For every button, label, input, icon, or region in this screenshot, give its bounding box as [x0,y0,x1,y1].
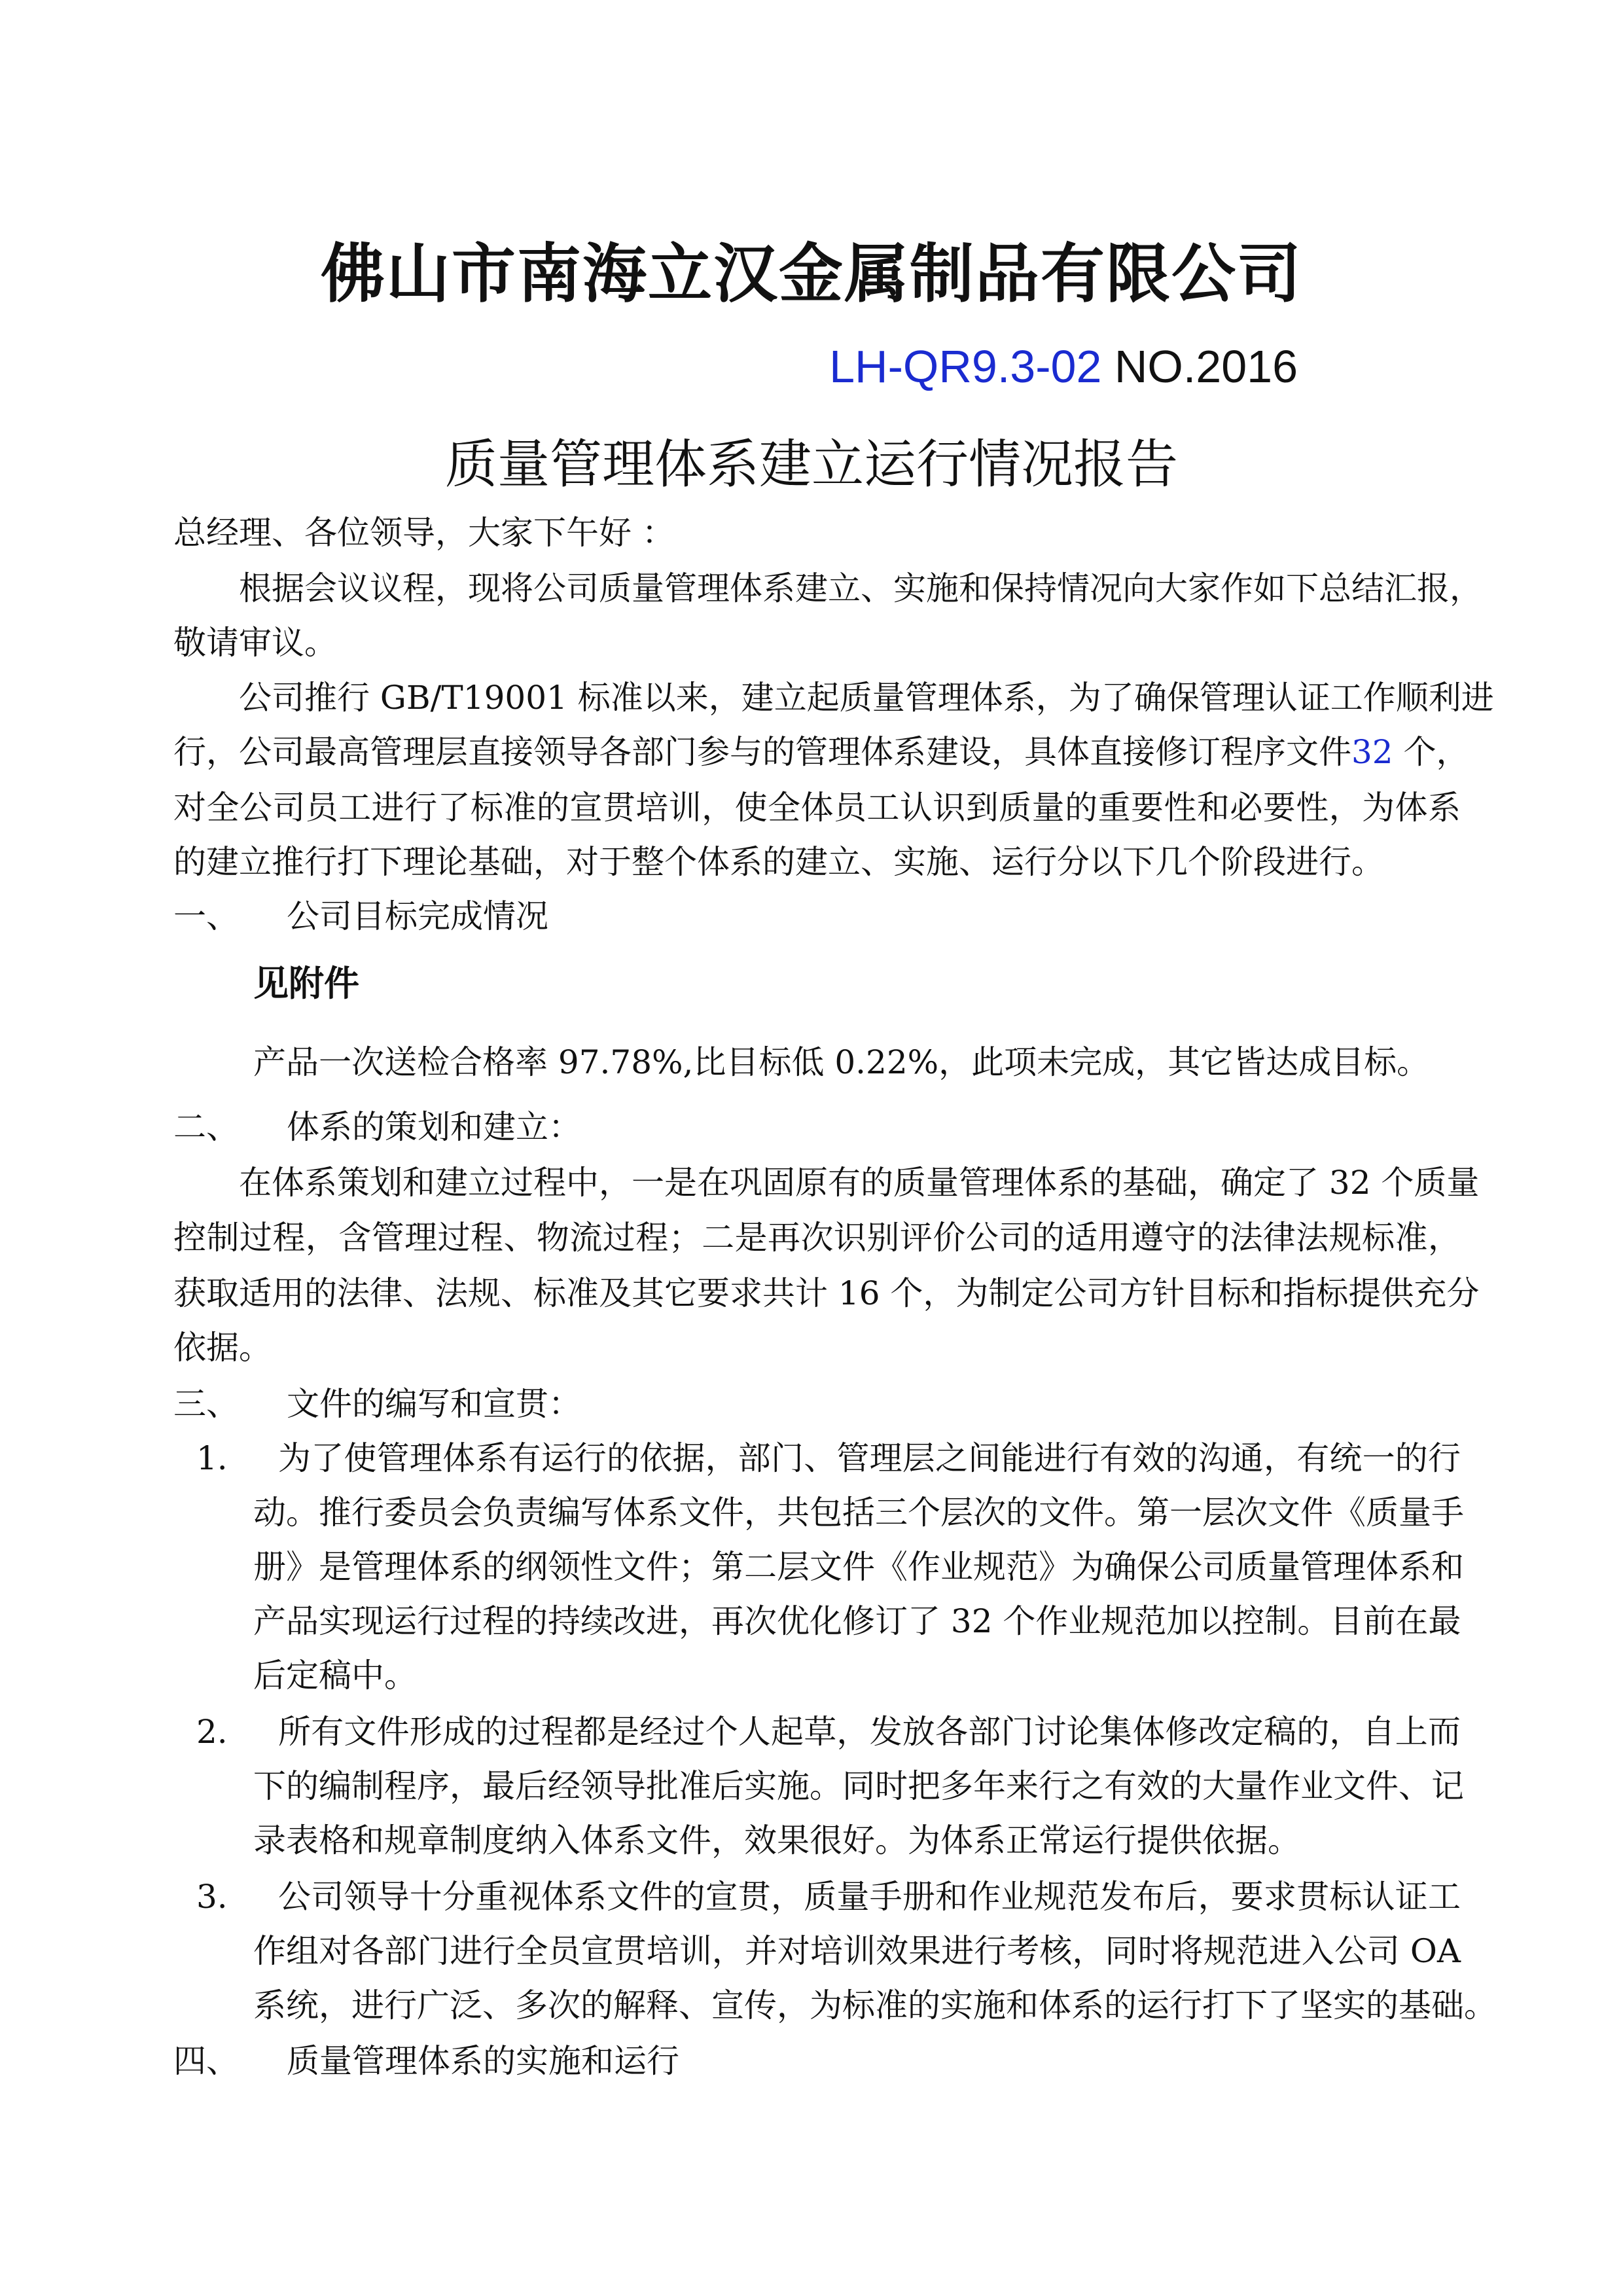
section-title: 文件的编写和宣贯： [287,1385,581,1423]
paragraph-line: 控制过程，含管理过程、物流过程；二是再次识别评价公司的适用遵守的法律法规标准， [173,1219,1461,1257]
section-title: 体系的策划和建立： [287,1108,581,1146]
text: 行，公司最高管理层直接领导各部门参与的管理体系建设，具体直接修订程序文件 [173,733,1351,771]
section-number: 二、 [173,1108,239,1146]
company-name: 佛山市南海立汉金属制品有限公司 [320,237,1302,312]
report-title: 质量管理体系建立运行情况报告 [445,434,1178,495]
greeting: 总经理、各位领导，大家下午好 ： [173,514,675,552]
list-line: 产品实现运行过程的持续改进，再次优化修订了 32 个作业规范加以控制。目前在最 [253,1602,1461,1640]
list-line: 后定稿中。 [253,1657,417,1695]
paragraph-line: 公司推行 GB/T19001 标准以来，建立起质量管理体系，为了确保管理认证工作顺利进 [173,679,1494,717]
list-line: 为了使管理体系有运行的依据，部门、管理层之间能进行有效的沟通，有统一的行 [278,1439,1461,1477]
paragraph-line [173,725,1469,780]
list-line: 动。推行委员会负责编写体系文件，共包括三个层次的文件。第一层次文件《质量手 [253,1494,1464,1532]
list-line: 公司领导十分重视体系文件的宣贯，质量手册和作业规范发布后，要求贯标认证工 [278,1878,1461,1916]
list-number: 1. [196,1439,228,1477]
list-line: 作组对各部门进行全员宣贯培训，并对培训效果进行考核，同时将规范进入公司 OA [253,1932,1461,1970]
section-title: 公司目标完成情况 [287,897,548,935]
paragraph-line: 在体系策划和建立过程中，一是在巩固原有的质量管理体系的基础，确定了 32 个质量 [173,1164,1480,1202]
list-line: 下的编制程序，最后经领导批准后实施。同时把多年来行之有效的大量作业文件、记 [253,1767,1464,1805]
section-number: 一、 [173,897,239,935]
section-heading-4 [173,2034,679,2089]
list-number: 2. [196,1713,228,1751]
list-line: 所有文件形成的过程都是经过个人起草，发放各部门讨论集体修改定稿的，自上而 [278,1713,1461,1751]
intro-line: 敬请审议。 [173,624,337,662]
target-result: 产品一次送检合格率 97.78%,比目标低 0.22%，此项未完成，其它皆达成目标。 [253,1043,1430,1081]
paragraph-line: 获取适用的法律、法规、标准及其它要求共计 16 个，为制定公司方针目标和指标提供充分 [173,1274,1480,1312]
paragraph-line: 对全公司员工进行了标准的宣贯培训，使全体员工认识到质量的重要性和必要性，为体系 [173,789,1461,827]
text: 个， [1393,733,1469,771]
section-heading-1 [173,889,548,944]
doc-code: LH-QR9.3-02 [829,341,1102,392]
list-number: 3. [196,1878,228,1916]
paragraph-line: 的建立推行打下理论基础，对于整个体系的建立、实施、运行分以下几个阶段进行。 [173,843,1384,881]
attachment-note: 见附件 [253,962,359,1004]
section-number: 四、 [173,2042,239,2080]
section-title: 质量管理体系的实施和运行 [287,2042,679,2080]
document-code [829,340,1298,393]
procedure-count: 32 [1351,733,1393,771]
section-heading-2 [173,1100,581,1155]
list-line: 系统，进行广泛、多次的解释、宣传，为标准的实施和体系的运行打下了坚实的基础。 [253,1986,1497,2024]
list-line: 册》是管理体系的纲领性文件；第二层文件《作业规范》为确保公司质量管理体系和 [253,1548,1464,1586]
intro-line: 根据会议议程，现将公司质量管理体系建立、实施和保持情况向大家作如下总结汇报， [173,569,1482,607]
section-number: 三、 [173,1385,239,1423]
list-line: 录表格和规章制度纳入体系文件，效果很好。为体系正常运行提供依据。 [253,1821,1300,1859]
paragraph-line: 依据。 [173,1329,272,1367]
doc-number: NO.2016 [1114,341,1298,392]
section-heading-3 [173,1376,581,1431]
